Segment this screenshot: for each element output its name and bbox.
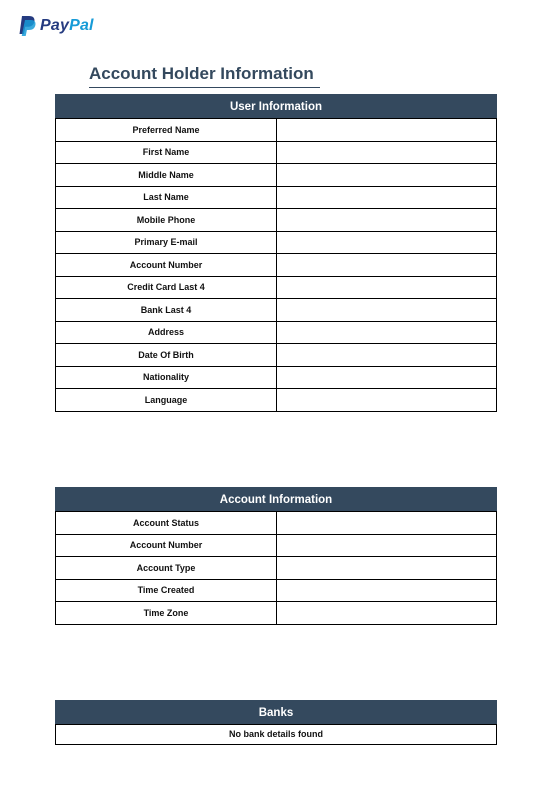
- field-label: Bank Last 4: [56, 299, 277, 322]
- table-row: [56, 186, 497, 209]
- field-label: Account Status: [56, 512, 277, 535]
- field-value: [277, 602, 497, 625]
- field-label: Middle Name: [56, 164, 277, 187]
- field-value: [277, 389, 497, 412]
- field-label: Date Of Birth: [56, 344, 277, 367]
- field-value: [277, 164, 497, 187]
- table-row: [56, 366, 497, 389]
- field-value: [277, 366, 497, 389]
- field-label: Primary E-mail: [56, 231, 277, 254]
- table-row: [56, 276, 497, 299]
- table-row: [56, 231, 497, 254]
- field-value: [277, 321, 497, 344]
- field-label: Time Zone: [56, 602, 277, 625]
- table-row: [56, 119, 497, 142]
- field-label: Account Type: [56, 557, 277, 580]
- field-label: Credit Card Last 4: [56, 276, 277, 299]
- table-row: [56, 389, 497, 412]
- field-value: [277, 254, 497, 277]
- account-information-section: [55, 487, 497, 625]
- page-title: Account Holder Information: [89, 64, 320, 88]
- field-label: First Name: [56, 141, 277, 164]
- table-row: [56, 321, 497, 344]
- table-row: [56, 512, 497, 535]
- field-value: [277, 231, 497, 254]
- field-label: Account Number: [56, 534, 277, 557]
- table-row: [56, 344, 497, 367]
- field-value: [277, 186, 497, 209]
- table-row: [56, 299, 497, 322]
- table-row: [56, 254, 497, 277]
- field-label: Preferred Name: [56, 119, 277, 142]
- field-value: [277, 512, 497, 535]
- table-row: [56, 164, 497, 187]
- field-label: Account Number: [56, 254, 277, 277]
- field-value: [277, 534, 497, 557]
- field-label: Language: [56, 389, 277, 412]
- user-information-section: [55, 94, 497, 412]
- field-label: Time Created: [56, 579, 277, 602]
- field-value: [277, 209, 497, 232]
- field-label: Address: [56, 321, 277, 344]
- no-bank-details-text: No bank details found: [55, 724, 497, 745]
- field-label: Nationality: [56, 366, 277, 389]
- field-value: [277, 344, 497, 367]
- user-information-header: User Information: [55, 94, 497, 118]
- table-row: [56, 557, 497, 580]
- account-information-table: [55, 511, 497, 625]
- field-value: [277, 299, 497, 322]
- table-row: [56, 534, 497, 557]
- paypal-p-icon: [18, 15, 36, 37]
- banks-section: [55, 700, 497, 745]
- field-value: [277, 119, 497, 142]
- banks-header: Banks: [55, 700, 497, 724]
- user-information-table: [55, 118, 497, 412]
- field-value: [277, 141, 497, 164]
- field-label: Mobile Phone: [56, 209, 277, 232]
- field-value: [277, 276, 497, 299]
- table-row: [56, 209, 497, 232]
- field-value: [277, 579, 497, 602]
- field-value: [277, 557, 497, 580]
- field-label: Last Name: [56, 186, 277, 209]
- table-row: [56, 602, 497, 625]
- paypal-logo: [18, 14, 94, 38]
- account-information-header: Account Information: [55, 487, 497, 511]
- table-row: [56, 579, 497, 602]
- paypal-wordmark: PayPal: [40, 17, 94, 34]
- table-row: [56, 141, 497, 164]
